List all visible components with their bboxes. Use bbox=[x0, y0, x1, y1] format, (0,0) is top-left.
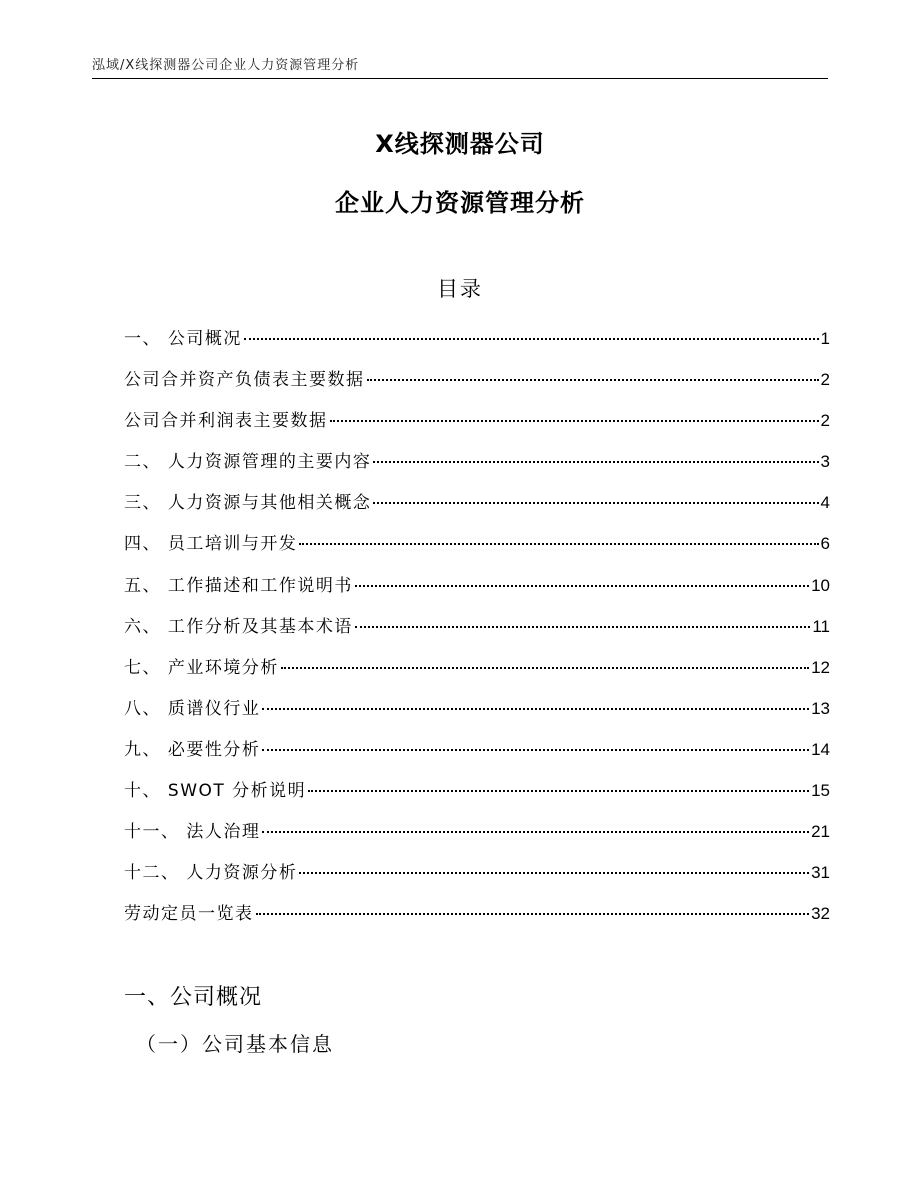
toc-entry-label: 一、 公司概况 bbox=[124, 329, 242, 349]
toc-entry-label: 四、 员工培训与开发 bbox=[124, 534, 298, 555]
toc-entry[interactable] bbox=[124, 488, 830, 529]
toc-entry-label: 十二、 人力资源分析 bbox=[124, 863, 298, 884]
toc-entry-page: 6 bbox=[820, 534, 830, 554]
running-header: 泓域/X线探测器公司企业人力资源管理分析 bbox=[92, 58, 360, 73]
table-of-contents bbox=[124, 324, 830, 940]
toc-entry-page: 1 bbox=[820, 329, 830, 348]
toc-entry[interactable] bbox=[124, 324, 830, 365]
toc-entry[interactable] bbox=[124, 571, 830, 612]
toc-dot-leader bbox=[373, 461, 818, 463]
section-heading: 一、公司概况 bbox=[124, 985, 263, 1010]
toc-dot-leader bbox=[299, 872, 809, 874]
toc-entry-label: 公司合并资产负债表主要数据 bbox=[124, 370, 365, 391]
toc-entry[interactable] bbox=[124, 653, 830, 694]
toc-dot-leader bbox=[308, 790, 809, 792]
toc-dot-leader bbox=[299, 543, 818, 545]
toc-entry-page: 10 bbox=[811, 575, 830, 595]
toc-entry-page: 12 bbox=[811, 657, 830, 677]
toc-entry-page: 11 bbox=[812, 616, 830, 636]
toc-dot-leader bbox=[281, 667, 809, 669]
toc-entry-label: 五、 工作描述和工作说明书 bbox=[124, 575, 353, 596]
toc-dot-leader bbox=[262, 749, 809, 751]
toc-entry-label: 十一、 法人治理 bbox=[124, 822, 261, 843]
toc-entry-label: 九、 必要性分析 bbox=[124, 739, 261, 760]
toc-dot-leader bbox=[355, 585, 809, 587]
toc-entry[interactable] bbox=[124, 365, 830, 406]
toc-entry-page: 32 bbox=[811, 904, 830, 924]
toc-entry-label: 公司合并利润表主要数据 bbox=[124, 411, 328, 432]
toc-entry[interactable] bbox=[124, 447, 830, 488]
toc-entry[interactable] bbox=[124, 529, 830, 570]
toc-dot-leader bbox=[256, 913, 810, 915]
toc-entry-label: 十、 SWOT 分析说明 bbox=[124, 781, 307, 802]
toc-entry[interactable] bbox=[124, 776, 830, 817]
toc-heading: 目录 bbox=[437, 277, 483, 301]
toc-entry-page: 31 bbox=[811, 863, 830, 883]
toc-entry-page: 4 bbox=[820, 493, 830, 513]
toc-entry[interactable] bbox=[124, 735, 830, 776]
toc-entry-label: 劳动定员一览表 bbox=[124, 904, 254, 925]
toc-dot-leader bbox=[244, 338, 819, 340]
toc-entry-page: 13 bbox=[811, 698, 830, 718]
toc-entry-label: 八、 质谱仪行业 bbox=[124, 698, 261, 719]
toc-entry-label: 二、 人力资源管理的主要内容 bbox=[124, 452, 372, 473]
toc-dot-leader bbox=[262, 831, 809, 833]
header-rule bbox=[92, 78, 828, 79]
toc-entry[interactable] bbox=[124, 899, 830, 940]
toc-entry[interactable] bbox=[124, 817, 830, 858]
document-title-line-1: X线探测器公司 bbox=[375, 130, 545, 158]
toc-entry-label: 六、 工作分析及其基本术语 bbox=[124, 616, 353, 637]
toc-dot-leader bbox=[367, 379, 819, 381]
toc-dot-leader bbox=[355, 626, 810, 628]
toc-entry-label: 七、 产业环境分析 bbox=[124, 657, 279, 678]
toc-dot-leader bbox=[262, 708, 809, 710]
subsection-heading: （一）公司基本信息 bbox=[136, 1032, 334, 1056]
toc-entry[interactable] bbox=[124, 858, 830, 899]
toc-dot-leader bbox=[373, 502, 818, 504]
toc-entry-label: 三、 人力资源与其他相关概念 bbox=[124, 493, 372, 514]
toc-entry[interactable] bbox=[124, 406, 830, 447]
toc-entry[interactable] bbox=[124, 612, 830, 653]
toc-entry[interactable] bbox=[124, 694, 830, 735]
toc-entry-page: 3 bbox=[820, 452, 830, 472]
toc-entry-page: 2 bbox=[820, 411, 830, 431]
toc-entry-page: 15 bbox=[811, 781, 830, 801]
document-title-line-2: 企业人力资源管理分析 bbox=[335, 189, 585, 217]
toc-dot-leader bbox=[330, 420, 819, 422]
toc-entry-page: 2 bbox=[820, 370, 830, 390]
toc-entry-page: 14 bbox=[811, 739, 830, 759]
toc-entry-page: 21 bbox=[811, 822, 830, 842]
